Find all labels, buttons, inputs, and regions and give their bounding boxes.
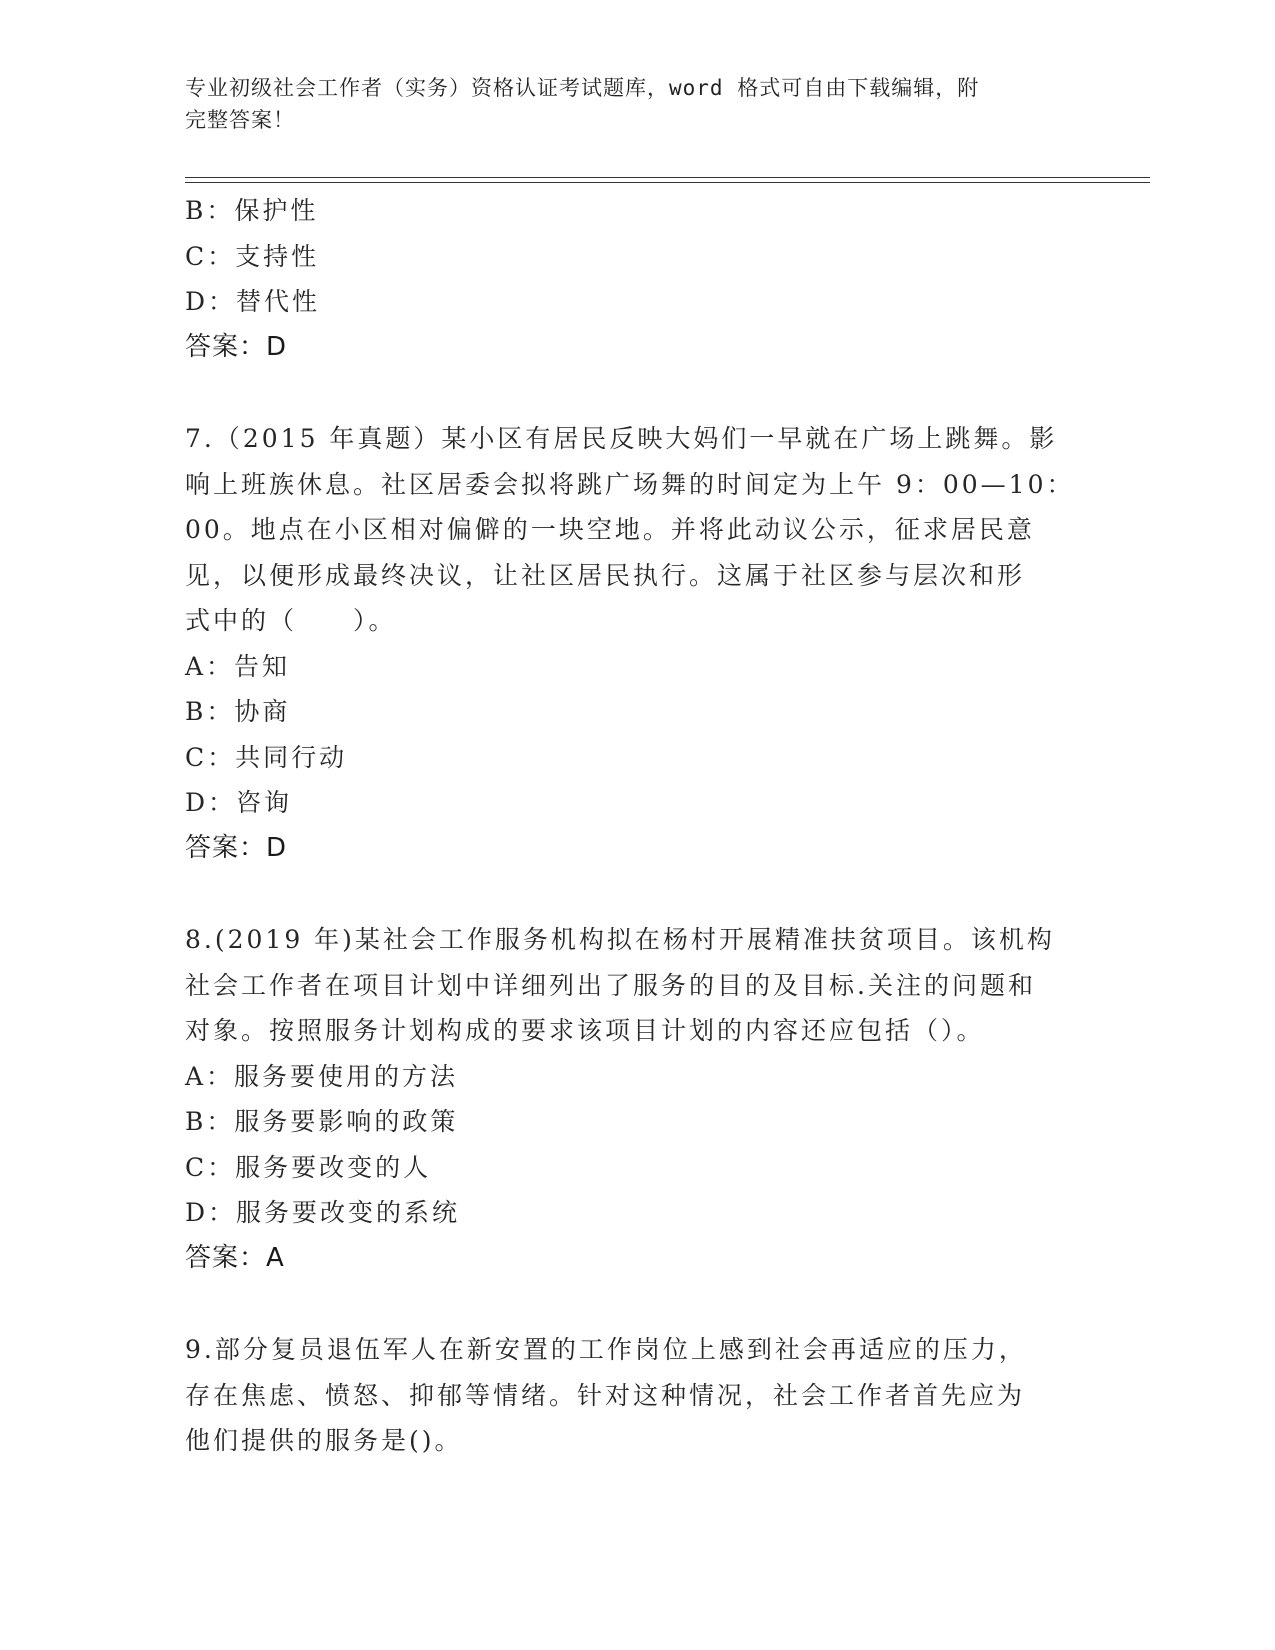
stem-line: 对象。按照服务计划构成的要求该项目计划的内容还应包括（）。 [185, 1016, 985, 1045]
spacer [185, 871, 1085, 917]
option-a: A：告知 [185, 651, 291, 681]
option-d: D：咨询 [185, 788, 293, 817]
stem-line: 社会工作者在项目计划中详细列出了服务的目的及目标.关注的问题和 [185, 970, 1036, 1000]
stem-line: 见，以便形成最终决议，让社区居民执行。这属于社区参与层次和形 [185, 560, 1026, 590]
option-d: D：替代性 [185, 287, 321, 316]
option-b: B：保护性 [185, 196, 319, 225]
answer-label: 答案：D [185, 331, 288, 362]
stem-line: 00。地点在小区相对偏僻的一块空地。并将此动议公示，征求居民意 [185, 515, 1035, 544]
stem-line: 式中的（ ）。 [185, 606, 397, 635]
question-stem [185, 1327, 1085, 1464]
option-b: B：服务要影响的政策 [185, 1107, 459, 1136]
stem-line: 7.（2015 年真题）某小区有居民反映大妈们一早就在广场上跳舞。影 [185, 424, 1058, 453]
spacer [185, 1281, 1085, 1327]
stem-line: 存在焦虑、愤怒、抑郁等情绪。针对这种情况，社会工作者首先应为 [185, 1380, 1026, 1410]
question-stem [185, 917, 1085, 1054]
question-stem [185, 416, 1085, 644]
question-9 [185, 1327, 1085, 1464]
option-c: C：服务要改变的人 [185, 1152, 432, 1182]
question-8 [185, 917, 1085, 1281]
option-b: B：协商 [185, 697, 291, 726]
stem-line: 响上班族休息。社区居委会拟将跳广场舞的时间定为上午 9：00—10： [185, 469, 1075, 499]
question-6-continued [185, 188, 1085, 370]
question-7 [185, 416, 1085, 871]
answer-label: 答案：D [185, 832, 288, 863]
stem-line: 他们提供的服务是()。 [185, 1426, 463, 1455]
header-line: 专业初级社会工作者（实务）资格认证考试题库，word 格式可自由下载编辑，附 [185, 76, 980, 100]
header-line: 完整答案！ [185, 108, 295, 132]
document-header [185, 72, 1065, 136]
option-c: C：支持性 [185, 241, 320, 271]
document-body [185, 188, 1085, 1464]
option-d: D：服务要改变的系统 [185, 1198, 461, 1227]
answer-label: 答案：A [185, 1242, 285, 1273]
header-divider [185, 182, 1150, 183]
option-a: A：服务要使用的方法 [185, 1061, 459, 1091]
option-c: C：共同行动 [185, 742, 348, 772]
header-divider [185, 177, 1150, 178]
spacer [185, 370, 1085, 416]
stem-line: 8.(2019 年)某社会工作服务机构拟在杨村开展精准扶贫项目。该机构 [185, 925, 1055, 954]
stem-line: 9.部分复员退伍军人在新安置的工作岗位上感到社会再适应的压力， [185, 1335, 1027, 1364]
